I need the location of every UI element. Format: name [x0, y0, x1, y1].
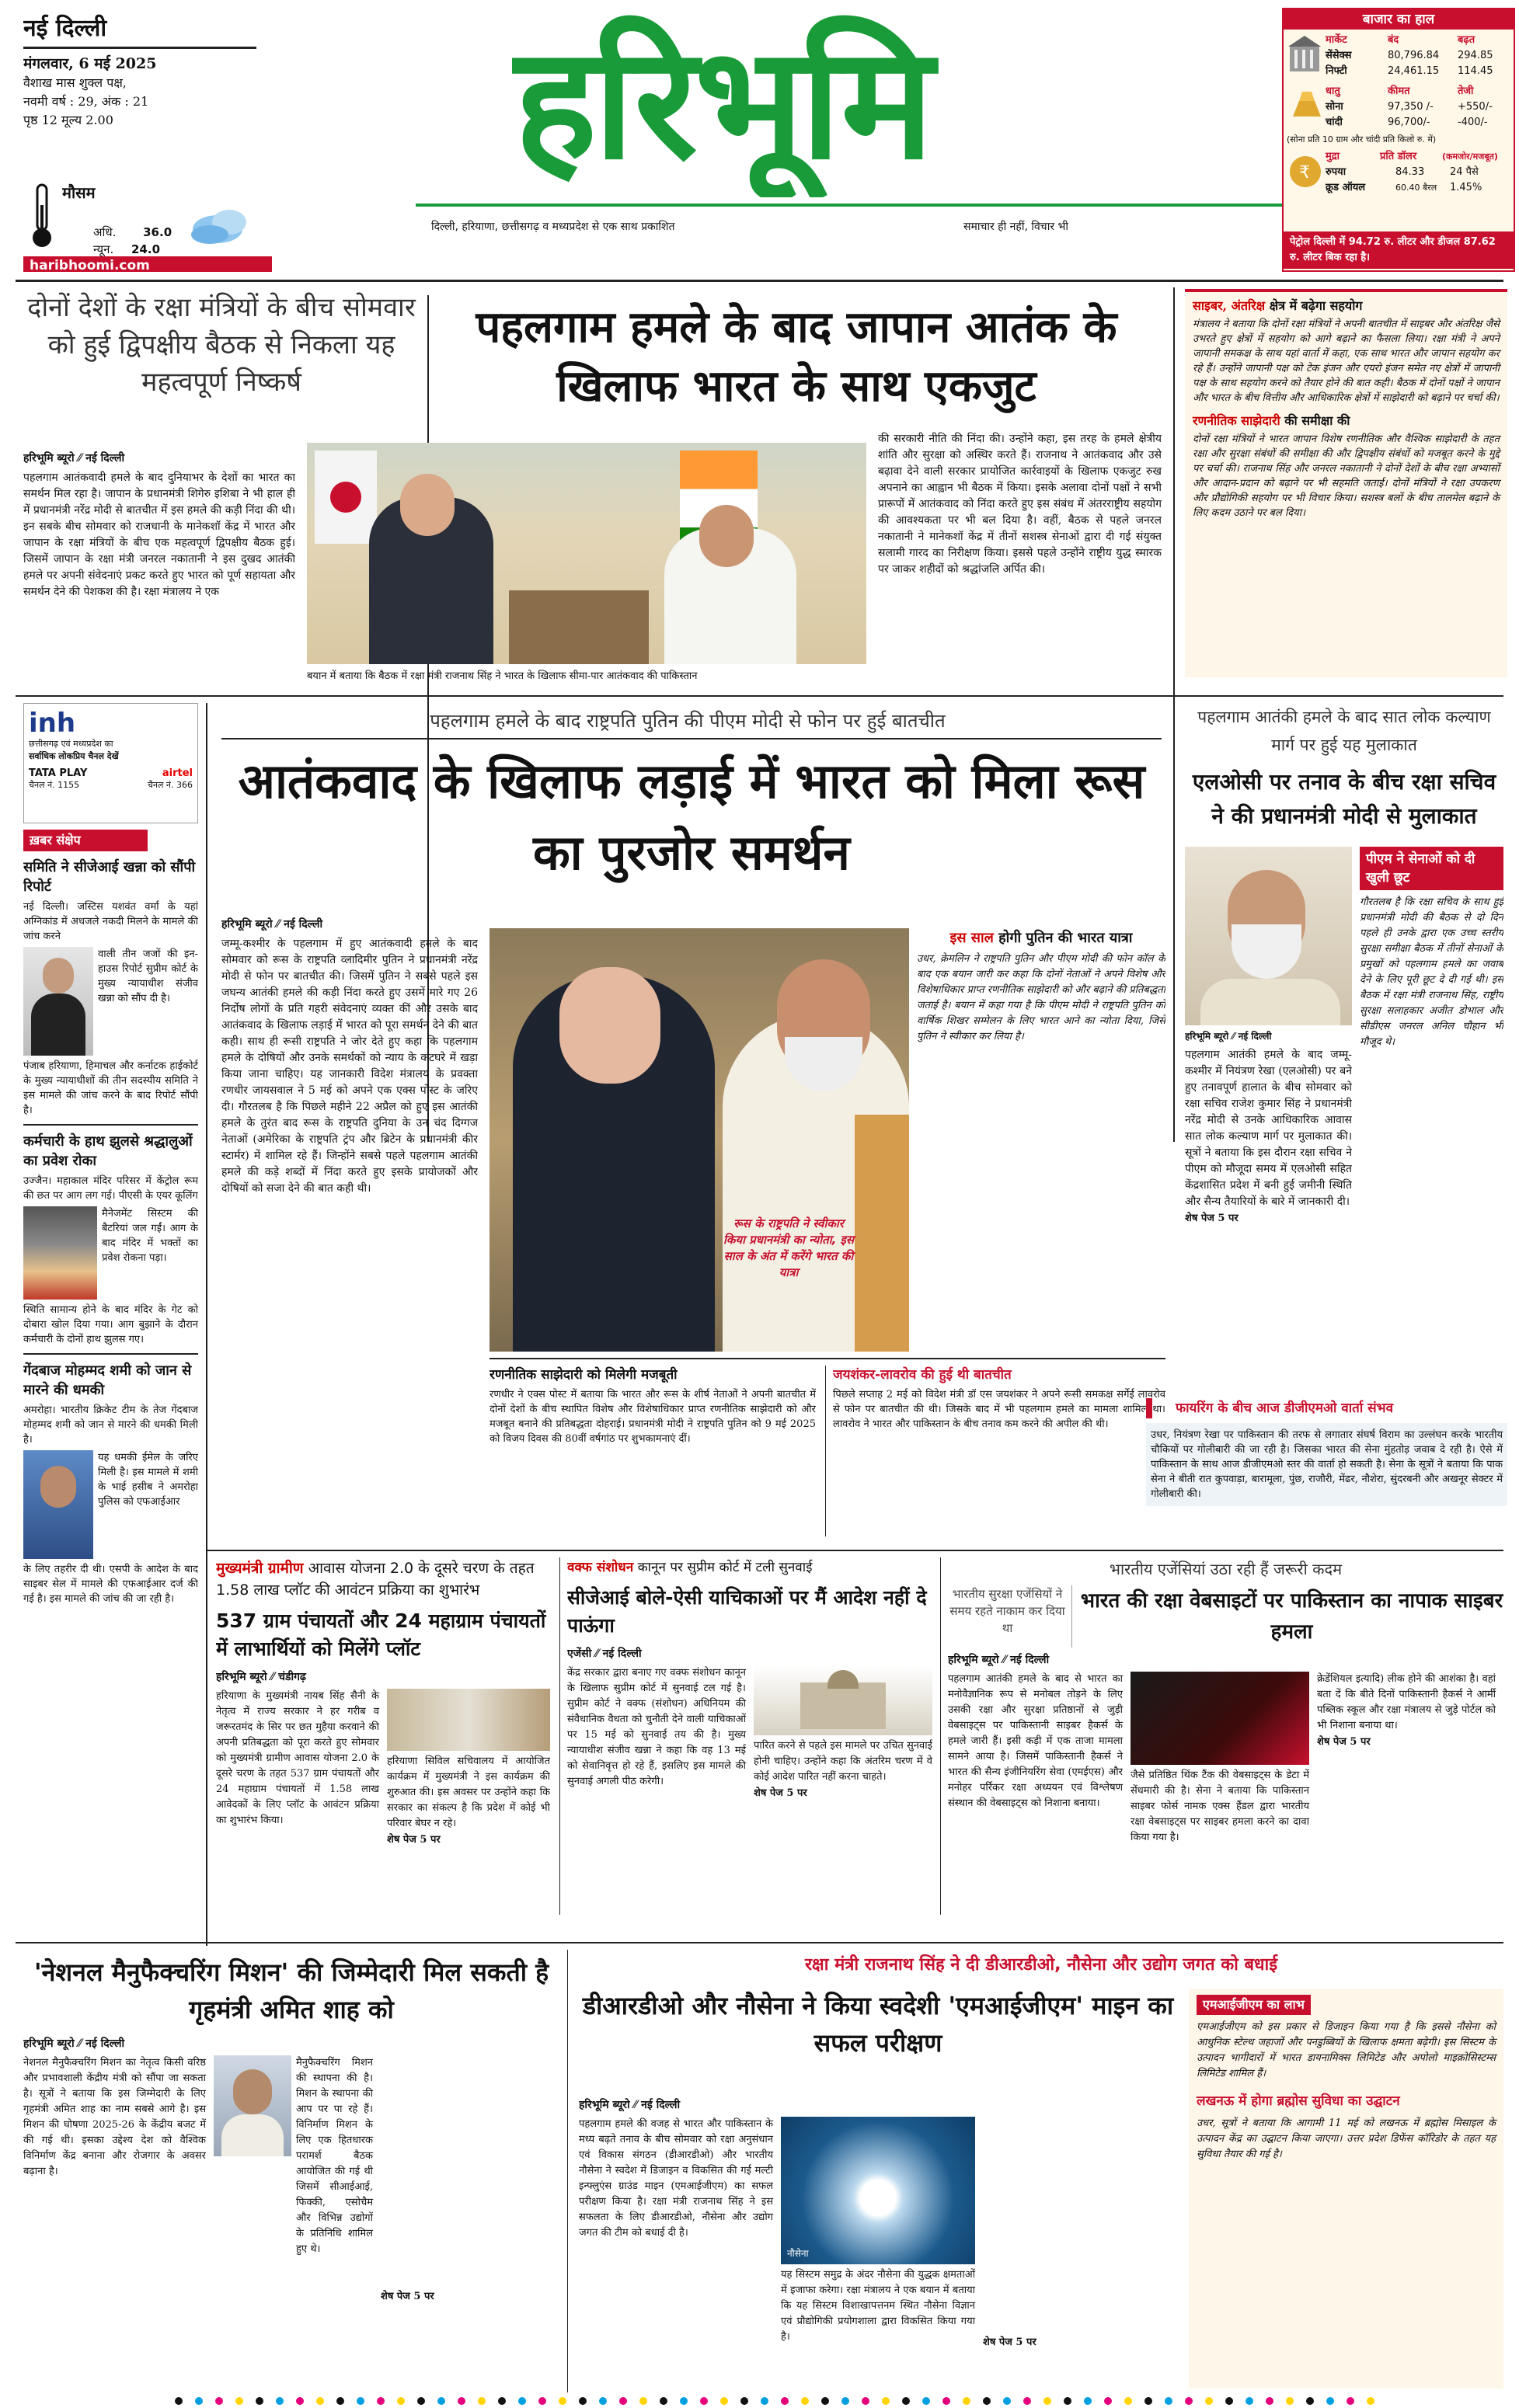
story-text: पहलगाम आतंकी हमले के बाद जम्मू-कश्मीर में नियंत्रण रेखा (एलओसी) पर बने हुए तनावपूर्ण हालात के बीच सोमवार को रक्षा सचिव राजेश कुमार सिंह ने प्रधानमंत्री नरेंद्र मोदी से उनके आधिकारिक आवास सात लोक कल्याण मार्ग पर मुलाकात की। सूत्रों ने बताया कि इस दौरान रक्षा सचिव ने पीएम को मौजूदा समय में एलओसी सहित केंद्रशासित प्रदेश में बनी हुई जमीनी स्थिति और सैन्य तैयारियों के बारे में जानकारी दी।	[1185, 1049, 1352, 1208]
putin-kicker: पहलगाम हमले के बाद राष्ट्रपति पुतिन की पीएम मोदी से फोन पर हुई बातचीत	[430, 710, 946, 732]
news-briefs	[23, 830, 198, 1940]
gramin-headline: 537 ग्राम पंचायतों और 24 महाग्राम पंचायतों में लाभार्थियों को मिलेंगे प्लॉट	[216, 1609, 546, 1660]
gold-price: 97,350 /-	[1388, 101, 1434, 113]
continued-link[interactable]: शेष पेज 5 पर	[983, 2337, 1036, 2348]
gramin-head1: आवास योजना 2.0 के दूसरे चरण के तहत 1.58 लाख प्लॉट की आवंटन प्रक्रिया का शुभारंभ	[216, 1560, 535, 1599]
brief-2-lead: उज्जैन। महाकाल मंदिर परिसर में केंट्रोल रूम की छत पर आग लग गई। पीएसी के एयर कूलिंग	[23, 1175, 198, 1202]
registration-dot	[458, 2397, 465, 2405]
cloud-icon	[186, 202, 256, 256]
registration-dot	[781, 2397, 789, 2405]
cji-head	[567, 1557, 932, 1578]
story-text: की सरकारी नीति की निंदा की। उन्होंने कहा, इस तरह के हमले क्षेत्रीय शांति और सुरक्षा को अस्थिर करते हैं। राजनाथ ने आतंकवाद और उसे बढ़ावा देने वाली सरकार प्रायोजित कार्रवाइयों के खिलाफ एकजुट रुख अपनाने का आह्वान भी बैठक में किया। इसके अलावा दोनों पक्षों ने सभी प्रारूपों में आतंकवाद को निंदा करते हुए इस संबंध में अंतरराष्ट्रीय सहयोग की आवश्यकता पर भी बल दिया है। वहीं, बैठक से पहले जनरल नकातानी ने मानेकशॉ केंद्र में तीनों सशस्त्र सेनाओं द्वारा दी गई संयुक्त सलामी गारद का निरीक्षण किया। इससे पहले उन्होंने राष्ट्रीय युद्ध स्मारक पर जाकर शहीदों को श्रद्धांजलि अर्पित की।	[878, 433, 1162, 576]
exchange-building-icon	[1287, 34, 1322, 75]
visit-text: उधर, क्रेमलिन ने राष्ट्रपति पुतिन और पीएम मोदी की फोन कॉल के बाद एक बयान जारी कर कहा कि दोनों नेताओं ने अपने विशेष और विशेषाधिकार प्राप्त रणनीतिक साझेदारी को और बढ़ाने की प्रतिबद्धता जताई है। बयान में कहा गया है कि पीएम मोदी ने राष्ट्रपति पुतिन को वार्षिक शिखर सम्मेलन के लिए भारत आने का न्योता दिया, जिसे पुतिन ने स्वीकार कर लिया है।	[917, 953, 1165, 1042]
sensex-close: 80,796.84	[1388, 50, 1440, 61]
market-col3: बढ़त	[1458, 34, 1475, 46]
registration-dot	[296, 2397, 304, 2405]
registration-dot	[1246, 2397, 1253, 2405]
story-text: केंद्र सरकार द्वारा बनाए गए वक्फ संशोधन कानून के खिलाफ सुप्रीम कोर्ट में सुनवाई टल गई है। सुप्रीम कोर्ट ने वक्फ (संशोधन) अधिनियम की संवैधानिक वैधता को चुनौती देने वाली याचिकाओं पर 15 मई को सुनवाई तय की है। मुख्य न्यायाधीश संजीव खन्ना ने कहा कि वह 13 मई को सेवानिवृत्त हो रहे हैं, इसलिए इस मामले की सुनवाई अगली पीठ करेगी।	[567, 1667, 746, 1787]
weather-box	[23, 179, 264, 266]
byline: एजेंसी ⁄⁄ नई दिल्ली	[567, 1648, 642, 1660]
market-col1: मार्केट	[1326, 34, 1347, 46]
brief-1-head: समिति ने सीजेआई खन्ना को सौंपी रिपोर्ट	[23, 859, 196, 895]
supreme-court-photo	[754, 1665, 932, 1735]
registration-dot	[1185, 2397, 1193, 2405]
registration-dot	[963, 2397, 970, 2405]
brahmos-title: लखनऊ में होगा ब्रह्मोस सुविधा का उद्घाटन	[1197, 2093, 1400, 2109]
registration-dot	[862, 2397, 869, 2405]
registration-dot	[639, 2397, 647, 2405]
brief-1-tail: पंजाब हरियाणा, हिमाचल और कर्नाटक हाईकोर्ट के मुख्य न्यायाधीशों की तीन सदस्यीय समिति ने इस मामले की जांच करने के बाद रिपोर्ट सौंपी है।	[23, 1060, 198, 1116]
brief-2-tail: स्थिति सामान्य होने के बाद मंदिर के गेट को दोबारा खोल दिया गया। आग बुझाने के दौरान कर्मचारी के दोनों हाथ झुलस गए।	[23, 1304, 198, 1345]
registration-dot	[397, 2397, 405, 2405]
story-text-3: जैसे प्रतिष्ठित थिंक टैंक की वेबसाइट्स के डेटा में सेंधमारी की है। सेना ने बताया कि पाकिस्तान साइबर फोर्स नामक एक्स हैंडल द्वारा भारतीय रक्षा वेबसाइट्स पर साइबर हमला करने का दावा किया गया है।	[1131, 1769, 1309, 1843]
registration-dot	[417, 2397, 425, 2405]
firing-headline: फायरिंग के बीच आज डीजीएमओ वार्ता संभव	[1146, 1398, 1507, 1418]
tagline: समाचार ही नहीं, विचार भी	[963, 221, 1068, 233]
mission-story	[23, 1954, 559, 2389]
lok-headline: एलओसी पर तनाव के बीच रक्षा सचिव ने की प्रधानमंत्री मोदी से मुलाकात	[1192, 769, 1496, 829]
firing-story	[1146, 1398, 1507, 1542]
registration-dot	[740, 2397, 748, 2405]
meeting-photo	[387, 1689, 550, 1751]
byline: हरिभूमि ब्यूरो ⁄⁄ नई दिल्ली	[579, 2099, 681, 2111]
putin-modi-photo	[489, 928, 909, 1352]
registration-dot	[538, 2397, 546, 2405]
registration-dot	[559, 2397, 566, 2405]
coverage-line: दिल्ली, हरियाणा, छत्तीसगढ़ व मध्यप्रदेश से एक साथ प्रकाशित	[431, 221, 675, 233]
story-text-2: यह सिस्टम समुद्र के अंदर नौसेना की युद्धक क्षमताओं में इजाफा करेगा। रक्षा मंत्रालय ने एक बयान में बताया कि यह सिस्टम विशाखापत्तनम स्थित नौसेना विज्ञान एवं प्रौद्योगिकी प्रयोगशाला द्वारा विकसित किया गया है।	[781, 2269, 975, 2343]
metal-col1: धातु	[1326, 85, 1340, 97]
lok-kicker: पहलगाम आतंकी हमले के बाद सात लोक कल्याण मार्ग पर हुई यह मुलाकात	[1197, 708, 1491, 754]
visit-kicker: इस साल	[949, 930, 994, 946]
registration-dot	[660, 2397, 667, 2405]
registration-dot	[1064, 2397, 1071, 2405]
registration-dot	[357, 2397, 364, 2405]
fuel-note: पेट्रोल दिल्ली में 94.72 रु. लीटर और डीजल 87.62 रु. लीटर बिक रहा है।	[1284, 231, 1514, 269]
box-text: गौरतलब है कि रक्षा सचिव के साथ हुई प्रधानमंत्री मोदी की बैठक से दो दिन पहले ही उनके द्वारा एक उच्च स्तरीय सुरक्षा समीक्षा बैठक में तीनों सेनाओं के प्रमुखों को पहलगाम हमले का जवाब देने के लिए पूरी छूट दे दी गई थी। इस बैठक में रक्षा मंत्री राजनाथ सिंह, राष्ट्रीय सुरक्षा सलाहकार अजीत डोभाल और सीडीएस जनरल अनिल चौहान भी मौजूद थे।	[1360, 896, 1503, 1048]
story-text: पहलगाम आतंकी हमले के बाद से भारत का मनोवैज्ञानिक रूप से मनोबल तोड़ने के लिए उसकी रक्षा और सुरक्षा प्रतिष्ठानों से जुड़ी वेबसाइट्स पर पाकिस्तानी साइबर हैकर्स के हमले जारी हैं। इसी कड़ी में एक ताजा मामला सामने आया है। जिसमें पाकिस्तानी हैकर्स ने भारत की सैन्य इंजीनियरिंग सेवा (एमईएस) और मनोहर पर्रिकर रक्षा अध्ययन एवं विश्लेषण संस्थान की वेबसाइट्स को निशाना बनाया।	[948, 1673, 1123, 1809]
photo-caption: बयान में बताया कि बैठक में रक्षा मंत्री राजनाथ सिंह ने भारत के खिलाफ सीमा-पार आतंकवाद की पाकिस्तान	[307, 670, 698, 682]
registration-dot	[1043, 2397, 1051, 2405]
registration-dot	[700, 2397, 708, 2405]
byline: हरिभूमि ब्यूरो ⁄⁄ नई दिल्ली	[1185, 1031, 1272, 1042]
crude-rate: 60.40 बैरल	[1395, 183, 1437, 193]
box-title: पीएम ने सेनाओं को दी खुली छूट	[1360, 847, 1503, 890]
registration-dot	[801, 2397, 809, 2405]
sensex-change: 294.85	[1458, 50, 1493, 61]
continued-link[interactable]: शेष पेज 5 पर	[1317, 1736, 1371, 1748]
registration-dot	[579, 2397, 587, 2405]
continued-link[interactable]: शेष पेज 5 पर	[381, 2291, 434, 2302]
pak-cyber-story	[948, 1557, 1503, 1915]
max-label: अधि.	[93, 225, 117, 239]
registration-dot	[1003, 2397, 1011, 2405]
registration-dot	[377, 2397, 385, 2405]
migm-text: एमआईजीएम को इस प्रकार से डिजाइन किया गया है कि इससे नौसेना को आधुनिक स्टेल्थ जहाजों और पनडुब्बियों के खिलाफ क्षमता बढ़ेगी। इस सिस्टम के उत्पादन भागीदारों में भारत डायनामिक्स लिमिटेड और अपोलो माइक्रोसिस्टम्स लिमिटेड शामिल हैं।	[1197, 2021, 1496, 2079]
silver-price: 96,700/-	[1388, 117, 1430, 128]
sub-text: पिछले सप्ताह 2 मई को विदेश मंत्री डॉ एस जयशंकर ने अपने रूसी समकक्ष सर्गेई लावरोव से फोन पर बातचीत की थी। जिसके बाद में भी पहलगाम हमले का मामला शामिल था। लावरोव ने भारत और पाकिस्तान के बीच तनाव कम करने की अपील की थी।	[833, 1389, 1165, 1430]
cyber-text: मंत्रालय ने बताया कि दोनों रक्षा मंत्रियों ने अपनी बातचीत में साइबर और अंतरिक्ष जैसे उभरते हुए क्षेत्रों में सहयोग को आगे बढ़ाने का फैसला लिया। रक्षा मंत्री ने अपने जापानी समकक्ष के साथ यहां वार्ता में कहा, एक साथ भारत और जापान सहयोग कर रहे हैं। उन्होंने जापानी पक्ष को टेक इंजन और एयरो इंजन समेत नए क्षेत्रों में जापानी पक्ष के साथ सहयोग करने को तैयार होने की बात कही। बैठक में दोनों पक्षों ने जापान और भारत के बीच वित्तीय और आधिकारिक क्षेत्रों में साझेदारी को बढ़ाने पर चर्चा की।	[1193, 318, 1500, 404]
edition-block	[23, 14, 272, 270]
sub-headline: रणनीतिक साझेदारी को मिलेगी मजबूती	[489, 1367, 678, 1383]
silver-label: चांदी	[1326, 117, 1343, 128]
registration-dot	[1205, 2397, 1213, 2405]
registration-dot	[680, 2397, 688, 2405]
byline: हरिभूमि ब्यूरो ⁄⁄ नई दिल्ली	[221, 918, 323, 931]
rupee-icon	[1288, 152, 1322, 191]
japan-side-headline: दोनों देशों के रक्षा मंत्रियों के बीच सोमवार को हुई द्विपक्षीय बैठक से निकला यह महत्वपूर्ण निष्कर्ष	[27, 292, 416, 398]
metal-note: (सोना प्रति 10 ग्राम और चांदी प्रति किलो रु. में)	[1287, 134, 1437, 144]
registration-dot	[336, 2397, 344, 2405]
registration-dot	[175, 2397, 183, 2405]
brief-3-head: गेंदबाज मोहम्मद शमी को जान से मारने की धमकी	[23, 1362, 192, 1398]
putin-main-text	[221, 917, 478, 1546]
ad-line-1: छत्तीसगढ़ एवं मध्यप्रदेश का	[29, 739, 113, 749]
story-text-2: हरियाणा सिविल सचिवालय में आयोजित कार्यक्रम में मुख्यमंत्री ने इस कार्यक्रम की शुरुआत की। इस अवसर पर उन्होंने कहा कि सरकार का संकल्प है कि प्रदेश में कोई भी परिवार बेघर न रहे।	[387, 1756, 550, 1829]
continued-link[interactable]: शेष पेज 5 पर	[1185, 1213, 1239, 1224]
brief-3-lead: अमरोहा। भारतीय क्रिकेट टीम के तेज गेंदबाज मोहम्मद शमी को जान से मारने की धमकी मिली है।	[23, 1404, 198, 1446]
cji-headline: सीजेआई बोले-ऐसी याचिकाओं पर मैं आदेश नहीं दे पाऊंगा	[567, 1586, 927, 1637]
newspaper-logo: हरिभूमि	[514, 13, 931, 194]
metal-col3: तेजी	[1458, 85, 1474, 97]
byline: हरिभूमि ब्यूरो ⁄⁄ नई दिल्ली	[23, 452, 125, 465]
nifty-close: 24,461.15	[1388, 65, 1440, 77]
masthead	[0, 0, 1519, 272]
brief-1-lead: नई दिल्ली। जस्टिस यशवंत वर्मा के यहां अग्निकांड में अधजले नकदी मिलने के मामले की जांच करने	[23, 901, 198, 942]
registration-dot	[1023, 2397, 1031, 2405]
thermometer-icon	[28, 182, 56, 252]
continued-link[interactable]: शेष पेज 5 पर	[387, 1834, 441, 1846]
currency-col2: प्रति डॉलर	[1380, 151, 1417, 162]
registration-dot	[761, 2397, 768, 2405]
registration-dot	[882, 2397, 890, 2405]
story-text: पहलगाम आतंकवादी हमले के बाद दुनियाभर के देशों का भारत का समर्थन मिल रहा है। जापान के प्रधानमंत्री शिगेरु इशिबा ने भी हाल ही में प्रधानमंत्री नरेंद्र मोदी से बातचीत में इस हमले की कड़ी निंदा की थी। इन सबके बीच सोमवार को राजधानी के मानेकशॉ केंद्र में भारत और जापान के रक्षा मंत्रियों के बीच एक महत्वपूर्ण द्विपक्षीय बैठक हुई। जिसमें जापान के रक्षा मंत्री जनरल नकातानी ने इस दुखद आतंकी हमले पर अपनी संवेदनाएं प्रकट करते हुए भारत को पूर्ण सहायता और समर्थन देने की पेशकश की है। रक्षा मंत्रालय ने एक	[23, 472, 295, 598]
currency-col1: मुद्रा	[1326, 151, 1340, 162]
tataplay-logo: TATA PLAY	[29, 767, 88, 779]
rupee-change: 24 पैसे	[1450, 166, 1479, 178]
story-text-2: क्रेडेंशियल इत्यादि) लीक होने की आशंका है। वहां बता दें कि बीते दिनों पाकिस्तानी हैकर्स ने आर्मी पब्लिक स्कूल और रक्षा मंत्रालय से जुड़े पोर्टल को भी निशाना बनाया था।	[1317, 1673, 1496, 1731]
crude-label: क्रूड ऑयल	[1326, 182, 1366, 193]
brief-3-tail: के लिए तहरीर दी थी। एसपी के आदेश के बाद साइबर सेल में मामले की एफआईआर दर्ज की गई है। इस मामले की जांच की जा रही है।	[23, 1564, 198, 1605]
rupee-rate: 84.33	[1395, 166, 1425, 178]
registration-dot	[1266, 2397, 1273, 2405]
market-box	[1282, 8, 1515, 272]
registration-dot	[478, 2397, 486, 2405]
rupee-label: रुपया	[1326, 166, 1347, 178]
print-registration-strip	[0, 2394, 1519, 2408]
strategic-text: दोनों रक्षा मंत्रियों ने भारत जापान विशेष रणनीतिक और वैश्विक साझेदारी के तहत रक्षा और सुरक्षा संबंधों की समीक्षा की और द्विपक्षीय संबंधों को मजबूत करने के मुद्दे पर चर्चा की। राजनाथ सिंह और जनरल नकातानी ने दोनों देशों के बीच रक्षा अभ्यासों और आदान-प्रदान को बढ़ाने पर भी सहमति जताई। दोनों मंत्रियों ने रक्षा उपकरण और प्रौद्योगिकी सहयोग पर भी विचार किया। सशस्त्र बलों के बीच तालमेल बढ़ाने के लिए कदम उठाने पर बल दिया।	[1193, 433, 1500, 519]
sensex-label: सेंसेक्स	[1326, 50, 1352, 61]
migm-sidebar	[1189, 1989, 1503, 2389]
japan-headline: पहलगाम हमले के बाद जापान आतंक के खिलाफ भारत के साथ एकजुट	[476, 302, 1117, 412]
cji-story	[567, 1557, 932, 1915]
channel-1: चैनल नं. 1155	[29, 780, 80, 790]
strategic-partnership-box	[489, 1366, 816, 1544]
registration-dot	[1306, 2397, 1314, 2405]
registration-dot	[821, 2397, 829, 2405]
channel-2: चैनल नं. 366	[147, 780, 193, 790]
registration-dot	[276, 2397, 284, 2405]
story-text-2: पारित करने से पहले इस मामले पर उचित सुनवाई होनी चाहिए। उन्होंने कहा कि अंतरिम चरण में वे कोई आदेश पारित नहीं करना चाहते।	[754, 1740, 932, 1783]
pak-headline: भारत की रक्षा वेबसाइटों पर पाकिस्तान का नापाक साइबर हमला	[1080, 1589, 1503, 1644]
drdo-story	[579, 2097, 1177, 2392]
registration-dot	[1084, 2397, 1092, 2405]
nifty-change: 114.45	[1458, 65, 1493, 77]
market-col2: बंद	[1388, 34, 1399, 46]
pak-kicker: भारतीय एजेंसियां उठा रही हैं जरूरी कदम	[1109, 1560, 1343, 1578]
issue-date: मंगलवार, 6 मई 2025	[23, 55, 157, 72]
migm-title: एमआईजीएम का लाभ	[1197, 1995, 1311, 2015]
registration-dot	[1286, 2397, 1294, 2405]
crude-change: 1.45%	[1450, 182, 1482, 193]
brief-1-side: वाली तीन जजों की इन-हाउस रिपोर्ट सुप्रीम कोर्ट के मुख्य न्यायाधीश संजीव खन्ना को सौंप दी है।	[98, 948, 198, 1004]
registration-dot	[841, 2397, 849, 2405]
agency-box: भारतीय सुरक्षा एजेंसियों ने समय रहते नाकाम कर दिया था	[948, 1585, 1072, 1648]
website-link[interactable]: haribhoomi.com	[23, 256, 272, 272]
metal-col2: कीमत	[1388, 85, 1410, 97]
registration-dot	[256, 2397, 263, 2405]
inh-logo: inh	[29, 708, 76, 739]
registration-dot	[437, 2397, 445, 2405]
registration-dot	[1144, 2397, 1152, 2405]
story-text: जम्मू-कश्मीर के पहलगाम में हुए आतंकवादी हमले के बाद सोमवार को रूस के राष्ट्रपति व्लादिमीर पुतिन ने प्रधानमंत्री नरेंद्र मोदी से फोन पर बातचीत की। जिसमें पुतिन ने सबसे पहले इस जघन्य आतंकी हमले की कड़ी निंदा करते हुए उसमें मारे गए 26 निर्दोष लोगों के प्रति गहरी संवेदनाएं व्यक्त कीं और उसके बाद आतंकवाद के खिलाफ लड़ाई में भारत को पूरा समर्थन देने की बात कही। साथ ही रूसी राष्ट्रपति ने जोर देते हुए कहा कि पहलगाम हमले के दोषियों और उनके समर्थकों को न्याय के कटघरे में खड़ा किया जाना चाहिए। यह जानकारी विदेश मंत्रालय के प्रवक्ता रणधीर जायसवाल ने 5 मई को अपने एक एक्स पोस्ट के जरिए दी। गौरतलब है कि पिछले महीने 22 अप्रैल को हुए इस आतंकी हमले के तुरंत बाद रूस के राष्ट्रपति दुनिया के उन चंद दिग्गज नेताओं (अमेरिका के राष्ट्रपति ट्रंप और ब्रिटेन के प्रधानमंत्री कीर स्टार्मर) में शामिल रहे हैं। जिन्होंने सबसे पहले पहलगाम आतंकी हमले की कड़े शब्दों में निंदा करते हुए इसके प्रायोजकों और दोषियों को सजा देने की बात कही थी।	[221, 938, 478, 1195]
registration-dot	[1124, 2397, 1132, 2405]
registration-dot	[1165, 2397, 1172, 2405]
panchang-line: वैशाख मास शुक्ल पक्ष,	[23, 75, 127, 90]
cji-head1: कानून पर सुप्रीम कोर्ट में टली सुनवाई	[637, 1560, 813, 1575]
mission-headline: 'नेशनल मैनुफैक्चरिंग मिशन' की जिम्मेदारी मिल सकती है गृहमंत्री अमित शाह को	[33, 1957, 549, 2024]
modi-photo	[1185, 847, 1352, 1025]
registration-dot	[599, 2397, 607, 2405]
registration-dot	[235, 2397, 243, 2405]
shami-photo	[23, 1450, 93, 1559]
registration-dot	[902, 2397, 910, 2405]
min-label: न्यून.	[93, 242, 114, 256]
registration-dot	[498, 2397, 506, 2405]
byline: हरिभूमि ब्यूरो ⁄⁄ नई दिल्ली	[23, 2037, 125, 2050]
gold-change: +550/-	[1458, 101, 1493, 113]
cji-kicker: वक्फ संशोधन	[567, 1560, 634, 1575]
registration-dot	[1225, 2397, 1233, 2405]
justice-photo	[23, 947, 93, 1056]
registration-dot	[942, 2397, 950, 2405]
strategic-title: की समीक्षा की	[1284, 413, 1350, 428]
briefs-title: ख़बर संक्षेप	[23, 830, 148, 851]
story-text: नेशनल मैनुफैक्चरिंग मिशन का नेतृत्व किसी वरिष्ठ और प्रभावशाली केंद्रीय मंत्री को सौंपा जा सकता है। सूत्रों ने बताया कि इस जिम्मेदारी के लिए गृहमंत्री अमित शाह का नाम सबसे आगे है। इस मिशन की घोषणा 2025-26 के केंद्रीय बजट में की गई थी। इसका उद्देश्य देश को वैश्विक विनिर्माण केंद्र बनाना और रोजगार के अवसर बढ़ाना है।	[23, 2057, 206, 2177]
brief-3-side: यह धमकी ईमेल के जरिए मिली है। इस मामले में शमी के भाई हसीब ने अमरोहा पुलिस को एफआईआर	[98, 1452, 198, 1508]
sub-text: रणधीर ने एक्स पोस्ट में बताया कि भारत और रूस के शीर्ष नेताओं ने अपनी बातचीत में दोनों देशों के बीच स्थापित विशेष और विशेषाधिकार प्राप्त रणनीतिक साझेदारी को और मजबूत बनाने की प्रतिबद्धता दोहराई। प्रधानमंत्री मोदी ने राष्ट्रपति पुतिन को 9 मई 2025 को विजय दिवस की 80वीं वर्षगांठ पर शुभकामनाएं दीं।	[489, 1389, 816, 1445]
ad-line-2: सर्वाधिक लोकप्रिय चैनल देखें	[29, 751, 119, 761]
svg-text:₹: ₹	[1299, 163, 1310, 183]
pages-price: पृष्ठ 12 मूल्य 2.00	[23, 113, 113, 127]
weather-label: मौसम	[62, 183, 96, 202]
max-temp: 36.0	[143, 225, 172, 239]
byline: हरिभूमि ब्यूरो ⁄⁄ चंडीगढ़	[216, 1671, 306, 1683]
volume-issue: नवमी वर्ष : 29, अंक : 21	[23, 94, 149, 109]
registration-dot	[195, 2397, 203, 2405]
registration-dot	[720, 2397, 728, 2405]
story-text: हरियाणा के मुख्यमंत्री नायब सिंह सैनी के नेतृत्व में राज्य सरकार ने हर गरीब व जरूरतमंद के सिर पर छत मुहैया करवाने की अपनी प्रतिबद्धता को पूरा करते हुए सोमवार को मुख्यमंत्री ग्रामीण आवास योजना 2.0 के दूसरे चरण के तहत 537 ग्राम पंचायतों और 24 महाग्राम पंचायतों में 1.58 लाख आवेदकों के लिए प्लॉट के आवंटन प्रक्रिया का शुभारंभ किया।	[216, 1690, 379, 1826]
sub-headline: जयशंकर-लावरोव की हुई थी बातचीत	[833, 1367, 1012, 1383]
mine-test-photo	[781, 2117, 975, 2264]
brahmos-text: उधर, सूत्रों ने बताया कि आगामी 11 मई को लखनऊ में ब्रह्मोस मिसाइल के उत्पादन केंद्र का उद्घाटन किया जाएगा। उत्तर प्रदेश डिफेंस कॉरिडोर के तहत यह सुविधा तैयार की गई है।	[1197, 2117, 1496, 2160]
photo-label: नौसेना	[787, 2248, 809, 2259]
putin-headline: आतंकवाद के खिलाफ लड़ाई में भारत को मिला रूस का पुरजोर समर्थन	[238, 753, 1145, 881]
drdo-headline: डीआरडीओ और नौसेना ने किया स्वदेशी 'एमआईजीएम' माइन का सफल परीक्षण	[582, 1991, 1174, 2058]
cyber-sidebar	[1185, 289, 1507, 677]
registration-dot	[1104, 2397, 1112, 2405]
firing-text: उधर, नियंत्रण रेखा पर पाकिस्तान की तरफ से लगातार संघर्ष विराम का उल्लंघन करके भारतीय चौकियों पर गोलीबारी की जा रही है। जिसका भारत की सेना मुंहतोड़ जवाब दे रही है। ऐसे में पाकिस्तान के साथ आज डीजीएमओ स्तर की वार्ता हो सकती है। सेना के सूत्रों ने बताया कि पाक सेना ने बीती रात कुपवाड़ा, बारामूला, पुंछ, राजौरी, मेंढर, नौशेरा, सुंदरबनी और अखनूर सेक्टर में गोलीबारी की।	[1146, 1423, 1507, 1506]
cyber-kicker: साइबर, अंतरिक्ष	[1193, 298, 1266, 313]
registration-dot	[1347, 2397, 1354, 2405]
registration-dot	[1326, 2397, 1334, 2405]
drdo-kicker: रक्षा मंत्री राजनाथ सिंह ने दी डीआरडीओ, नौसेना और उद्योग जगत को बधाई	[804, 1955, 1278, 1975]
byline: हरिभूमि ब्यूरो ⁄⁄ नई दिल्ली	[948, 1654, 1050, 1666]
photo-overlay-note: रूस के राष्ट्रपति ने स्वीकार किया प्रधानमंत्री का न्योता, इस साल के अंत में करेंगे भारत की यात्रा	[723, 1216, 855, 1279]
pm-freehand-box	[1360, 847, 1503, 1390]
story-text-2: मैनुफैक्चरिंग मिशन की स्थापना की है। मिशन के स्थापना की आप पर पा रहे हैं। विनिर्माण मिशन के लिए एक हितधारक परामर्श बैठक आयोजित की गई थी जिसमें सीआईआई, फिक्की, एसोचैम और विभिन्न उद्योगों के प्रतिनिधि शामिल हुए थे।	[296, 2057, 373, 2255]
min-temp: 24.0	[131, 242, 161, 256]
gold-label: सोना	[1326, 101, 1343, 113]
registration-dot	[1367, 2397, 1374, 2405]
airtel-logo: airtel	[162, 767, 193, 779]
inh-ad[interactable]	[23, 703, 198, 823]
silver-change: -400/-	[1458, 117, 1488, 128]
fire-photo	[23, 1206, 97, 1300]
currency-col3: (कमजोर/मजबूत)	[1442, 151, 1498, 162]
putin-visit-box	[917, 928, 1165, 1355]
gramin-head	[216, 1557, 550, 1601]
amit-shah-photo	[214, 2055, 291, 2156]
visit-title: होगी पुतिन की भारत यात्रा	[998, 930, 1133, 946]
strategic-kicker: रणनीतिक साझेदारी	[1193, 413, 1280, 428]
registration-dot	[316, 2397, 324, 2405]
registration-dot	[215, 2397, 223, 2405]
continued-link[interactable]: शेष पेज 5 पर	[754, 1787, 807, 1799]
gold-bar-icon	[1288, 87, 1322, 123]
edition-name: नई दिल्ली	[23, 15, 107, 42]
brief-2-side: मैनेजमेंट सिस्टम की बैटरियां जल गईं। आग के बाद मंदिर में भक्तों का प्रवेश रोकना पड़ा।	[102, 1208, 198, 1264]
brief-2-head: कर्मचारी के हाथ झुलसे श्रद्धालुओं का प्रवेश रोका	[23, 1133, 193, 1169]
japan-meeting-photo	[307, 443, 866, 664]
nifty-label: निफ्टी	[1326, 65, 1347, 77]
registration-dot	[619, 2397, 627, 2405]
lok-text	[1185, 1029, 1352, 1394]
gramin-story	[216, 1557, 550, 1915]
hacker-photo	[1131, 1672, 1309, 1765]
registration-dot	[983, 2397, 991, 2405]
registration-dot	[518, 2397, 526, 2405]
jaishankar-box	[833, 1366, 1165, 1544]
cyber-title: क्षेत्र में बढ़ेगा सहयोग	[1269, 298, 1363, 313]
story-text: पहलगाम हमले की वजह से भारत और पाकिस्तान के मध्य बढ़ते तनाव के बीच सोमवार को रक्षा अनुसंधान एवं विकास संगठन (डीआरडीओ) और भारतीय नौसेना ने स्वदेश में डिजाइन व विकसित की गई मल्टी इन्फ्लुएंस ग्राउंड माइन (एमआईजीएम) का सफल परीक्षण किया है। रक्षा मंत्री राजनाथ सिंह ने इस सफलता के लिए डीआरडीओ, नौसेना और उद्योग जगत की टीम को बधाई दी है।	[579, 2118, 773, 2239]
market-title: बाजार का हाल	[1284, 9, 1514, 30]
registration-dot	[922, 2397, 930, 2405]
gramin-kicker: मुख्यमंत्री ग्रामीण	[216, 1560, 304, 1577]
